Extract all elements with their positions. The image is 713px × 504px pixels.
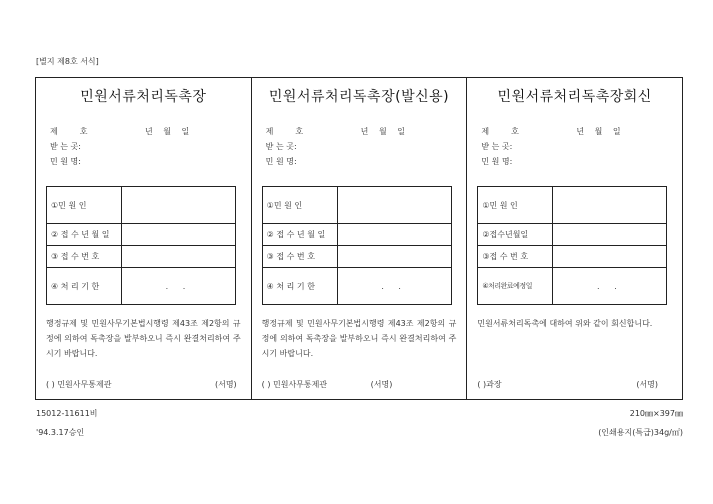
row-value[interactable] (122, 224, 236, 246)
row-label: ④처리완료예정일 (478, 268, 553, 305)
paper-spec: (인쇄용지(특급)34g/㎡) (598, 428, 683, 437)
panel-title: 민원서류처리독촉장(발신용) (268, 89, 450, 105)
signature-line (477, 379, 668, 390)
date-label: 년 월 일 (576, 127, 621, 136)
number-label: 제호 (265, 127, 326, 136)
signature-placeholder: (서명) (636, 380, 659, 389)
row-label: ③접 수 번 호 (478, 246, 553, 268)
row-value[interactable] (122, 246, 236, 268)
info-table (477, 186, 667, 305)
recipient-label: 받 는 곳: (50, 142, 81, 151)
row-value[interactable] (122, 187, 236, 224)
info-table (46, 186, 236, 305)
header-number-date (266, 126, 453, 137)
row-label: ② 접 수 년 월 일 (47, 224, 122, 246)
date-label: 년 월 일 (360, 127, 405, 136)
row-value[interactable] (337, 187, 451, 224)
row-label: ①민 원 인 (478, 187, 553, 224)
date-label: 년 월 일 (145, 127, 190, 136)
petition-name-label: 민 원 명: (265, 157, 297, 166)
row-label: ②접수년월일 (478, 224, 553, 246)
row-value[interactable] (337, 246, 451, 268)
row-value[interactable] (553, 224, 667, 246)
petition-name-label: 민 원 명: (50, 157, 81, 166)
row-value[interactable] (553, 187, 667, 224)
form-code: 15012-11611비 (36, 409, 98, 418)
paper-size: 210㎜×397㎜ (629, 409, 683, 418)
row-label: ①민 원 인 (47, 187, 122, 224)
number-label: 제호 (50, 127, 110, 136)
info-table (262, 186, 452, 305)
header-number-date (50, 126, 237, 137)
row-label: ② 접 수 년 월 일 (262, 224, 337, 246)
row-label: ①민 원 인 (262, 187, 337, 224)
form-frame (35, 77, 683, 400)
signature-placeholder: (서명) (214, 380, 237, 389)
approval-date: '94.3.17승인 (36, 428, 85, 437)
row-value[interactable] (337, 224, 451, 246)
signature-line (262, 379, 453, 390)
signer-label: ( )과장 (477, 380, 502, 389)
panel-title: 민원서류처리독촉장회신 (497, 89, 652, 105)
recipient-label: 받 는 곳: (481, 142, 513, 151)
signature-line (46, 379, 237, 390)
petition-name-label: 민 원 명: (481, 157, 513, 166)
signature-placeholder: (서명) (370, 380, 393, 389)
body-text: 행정규제 및 민원사무기본법시행령 제43조 제2항의 규정에 의하여 독촉장을 발부하오니 즉시 완결처리하여 주시기 바랍니다. (46, 319, 241, 358)
header-number-date (481, 126, 668, 137)
row-value[interactable]: . . (553, 268, 667, 305)
form-label: [별지 제8호 서식] (36, 57, 99, 66)
row-value[interactable]: . . (122, 268, 236, 305)
body-text: 민원서류처리독촉에 대하여 위와 같이 회신합니다. (477, 319, 653, 328)
row-value[interactable]: . . (337, 268, 451, 305)
signer-label: ( ) 민원사무통제관 (46, 380, 112, 389)
row-label: ④ 처 리 기 한 (47, 268, 122, 305)
body-text: 행정규제 및 민원사무기본법시행령 제43조 제2항의 규정에 의하여 독촉장을 발부하오니 즉시 완결처리하여 주시기 바랍니다. (261, 319, 457, 358)
number-label: 제호 (481, 127, 541, 136)
panel-title: 민원서류처리독촉장 (80, 89, 207, 105)
panel-reminder (36, 78, 252, 399)
row-value[interactable] (553, 246, 667, 268)
row-label: ④ 처 리 기 한 (262, 268, 337, 305)
panel-reminder-outgoing (252, 78, 468, 399)
row-label: ③ 접 수 번 호 (262, 246, 337, 268)
panel-reminder-reply (467, 78, 682, 399)
row-label: ③ 접 수 번 호 (47, 246, 122, 268)
signer-label: ( ) 민원사무통제관 (261, 380, 328, 389)
recipient-label: 받 는 곳: (265, 142, 297, 151)
